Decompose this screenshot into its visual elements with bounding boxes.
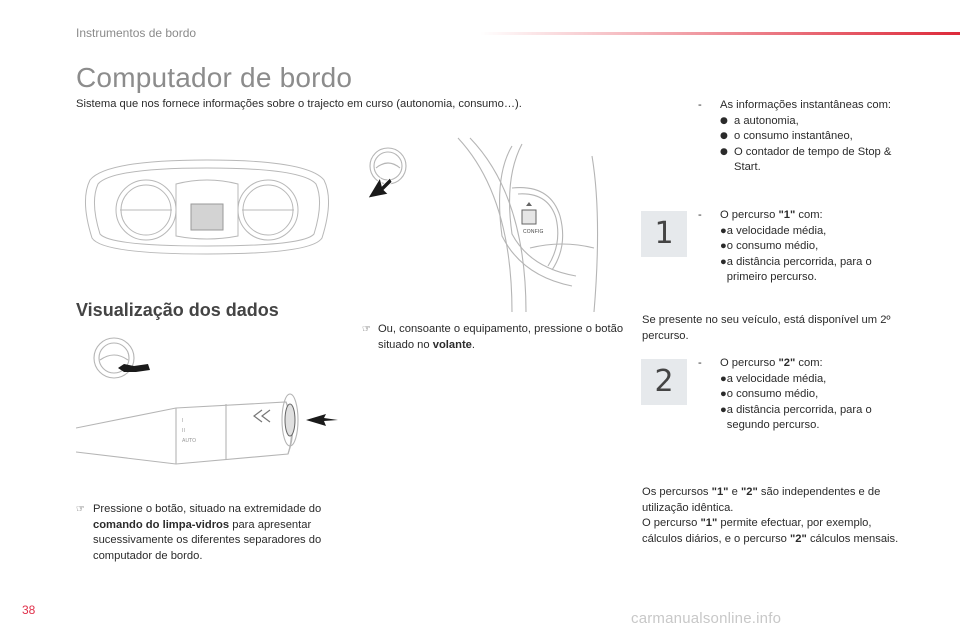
dot-bullet-icon: ● xyxy=(720,224,727,237)
footer-bold: "1" xyxy=(700,517,718,529)
footer-text: cálculos mensais. xyxy=(806,532,899,545)
instant-info-item: O contador de tempo de Stop & Start. xyxy=(734,145,892,173)
footer-text: e xyxy=(728,486,741,498)
instant-info-block xyxy=(698,98,898,176)
instant-info-item: a autonomia, xyxy=(734,114,799,127)
dot-bullet-icon: ● xyxy=(720,372,727,385)
wiper-instruction-bold: comando do limpa-vidros xyxy=(92,518,230,531)
footer-bold: "1" xyxy=(711,486,729,498)
dot-bullet-icon: ● xyxy=(720,146,728,157)
trip-1-heading: O percurso xyxy=(720,209,779,221)
trips-footer-p1 xyxy=(642,485,912,516)
dot-bullet-icon: ● xyxy=(720,131,728,141)
trip-1-heading-end: com: xyxy=(795,209,823,221)
dash-bullet: - xyxy=(698,209,702,221)
dash-bullet: - xyxy=(698,99,702,111)
section-subtitle: Visualização dos dados xyxy=(76,300,279,320)
trip-2-number-text: "2" xyxy=(778,357,796,369)
trip-1-block xyxy=(698,208,898,286)
trip-2-heading-end: com: xyxy=(795,357,823,369)
svg-text:II: II xyxy=(182,428,185,434)
instant-info-heading: As informações instantâneas com: xyxy=(720,99,892,111)
trip-2-item: o consumo médio, xyxy=(726,388,819,400)
trip-1-item: a velocidade média, xyxy=(726,224,827,237)
svg-text:I: I xyxy=(182,418,184,424)
trips-footer-p2 xyxy=(642,516,912,547)
trip-2-block xyxy=(698,356,898,434)
footer-text: O percurso xyxy=(642,517,701,529)
wheel-instruction-text: Ou, consoante o equipamento, pressione o botão situado no xyxy=(377,323,624,351)
trip-2-number-icon: 2 xyxy=(641,359,687,405)
config-button-label: CONFIG xyxy=(523,229,544,235)
trip-1-item: a distância percorrida, para o primeiro percurso. xyxy=(726,255,872,283)
dot-bullet-icon: ● xyxy=(720,403,727,416)
wiper-instruction-text: Pressione o botão, situado na extremidade do xyxy=(92,503,322,515)
svg-text:AUTO: AUTO xyxy=(182,438,197,444)
watermark: carmanualsonline.info xyxy=(631,610,782,627)
finger-bullet-icon: ☞ xyxy=(76,504,85,515)
dash-bullet: - xyxy=(698,357,702,369)
trip-2-heading: O percurso xyxy=(720,357,779,369)
finger-bullet-icon: ☞ xyxy=(362,324,371,335)
steering-wheel-illustration xyxy=(362,136,624,314)
dot-bullet-icon: ● xyxy=(720,115,728,126)
second-trip-note: Se presente no seu veículo, está disponível um 2º percurso. xyxy=(642,314,891,342)
wheel-instruction xyxy=(362,322,624,353)
footer-text: permite efectuar, por exemplo, cálculos diários, e o percurso xyxy=(642,517,872,545)
trip-2-item: a distância percorrida, para o segundo percurso. xyxy=(726,403,872,431)
intro-text: Sistema que nos fornece informações sobre o trajecto em curso (autonomia, consumo…). xyxy=(76,98,522,110)
dot-bullet-icon: ● xyxy=(720,388,727,400)
trip-1-number-icon: 1 xyxy=(641,211,687,257)
page-title: Computador de bordo xyxy=(76,62,353,93)
footer-text: Os percursos xyxy=(642,486,712,498)
footer-bold: "2" xyxy=(740,486,758,498)
instant-info-item: o consumo instantâneo, xyxy=(734,130,853,142)
wheel-instruction-bold: volante xyxy=(432,338,472,351)
trip-1-item: o consumo médio, xyxy=(726,240,819,252)
instrument-cluster-illustration xyxy=(76,150,338,260)
trips-footer-note xyxy=(642,485,912,547)
wiper-stalk-illustration xyxy=(76,336,338,472)
trip-2-item: a velocidade média, xyxy=(726,372,827,385)
footer-bold: "2" xyxy=(790,532,807,545)
page-number: 38 xyxy=(22,603,36,617)
wheel-instruction-text-end: . xyxy=(471,338,476,351)
wiper-instruction-text-end: para apresentar sucessivamente os diferentes separadores do computador de bordo. xyxy=(92,518,322,562)
dot-bullet-icon: ● xyxy=(720,255,727,268)
section-title: Instrumentos de bordo xyxy=(76,26,197,40)
dot-bullet-icon: ● xyxy=(720,240,727,252)
footer-text: são independentes e de utilização idêntica. xyxy=(642,486,881,514)
header-rule xyxy=(480,32,960,35)
trip-1-number-text: "1" xyxy=(778,209,796,221)
wiper-instruction xyxy=(76,502,348,564)
